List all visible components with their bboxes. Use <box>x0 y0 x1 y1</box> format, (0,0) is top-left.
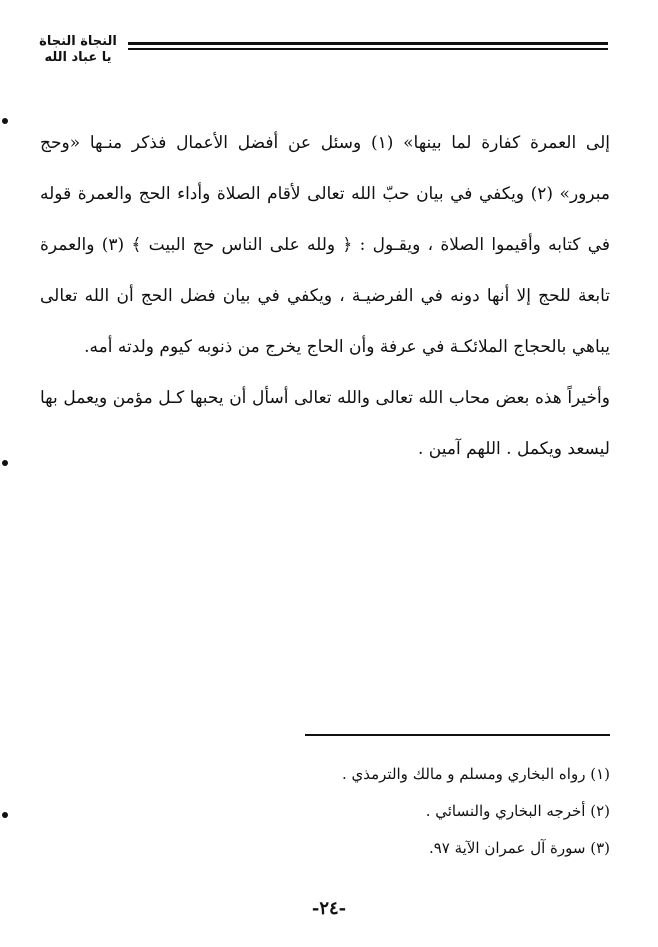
margin-dot <box>2 812 8 818</box>
footnote-item: (١) رواه البخاري ومسلم و مالك والترمذي . <box>341 765 610 783</box>
margin-dot <box>2 118 8 124</box>
footnotes <box>40 756 610 867</box>
footnote-separator <box>305 734 610 736</box>
body-text <box>40 118 610 475</box>
footnote-item: (٣) سورة آل عمران الآية ٩٧. <box>428 839 610 857</box>
running-header-title: النجاة النجاة <box>39 34 117 49</box>
margin-dot <box>2 460 8 466</box>
running-header-subtitle: يا عباد الله <box>44 50 112 65</box>
header-rule-thin <box>128 48 608 50</box>
body-paragraph: إلى العمرة كفارة لما بينها» (١) وسئل عن أفضل الأعمال فذكر منـها «وحج مبرور» (٢) ويكفي في بيان حبّ الله تعالى لأقام الصلاة وأداء الحج والعمرة قوله في كتابه وأقيموا الصلاة ، ويقـول : ﴿ ولله على الناس حج البيت ﴾ (٣) والعمرة تابعة للحج إلا أنها دونه في الفرضيـة ، ويكفي في بيان فضل الحج أن الله تعالى يباهي بالحجاج الملائكـة في عرفة وأن الحاج يخرج من ذنوبه كيوم ولدته أمه. <box>40 133 610 357</box>
footnote-item: (٢) أخرجه البخاري والنسائي . <box>425 802 610 820</box>
body-paragraph: وأخيراً هذه بعض محاب الله تعالى والله تعالى أسأل أن يحبها كـل مؤمن ويعمل بها ليسعد ويكمل . اللهم آمين . <box>40 388 610 459</box>
header-rule-thick <box>128 42 608 45</box>
page-number: -٢٤- <box>311 898 347 919</box>
